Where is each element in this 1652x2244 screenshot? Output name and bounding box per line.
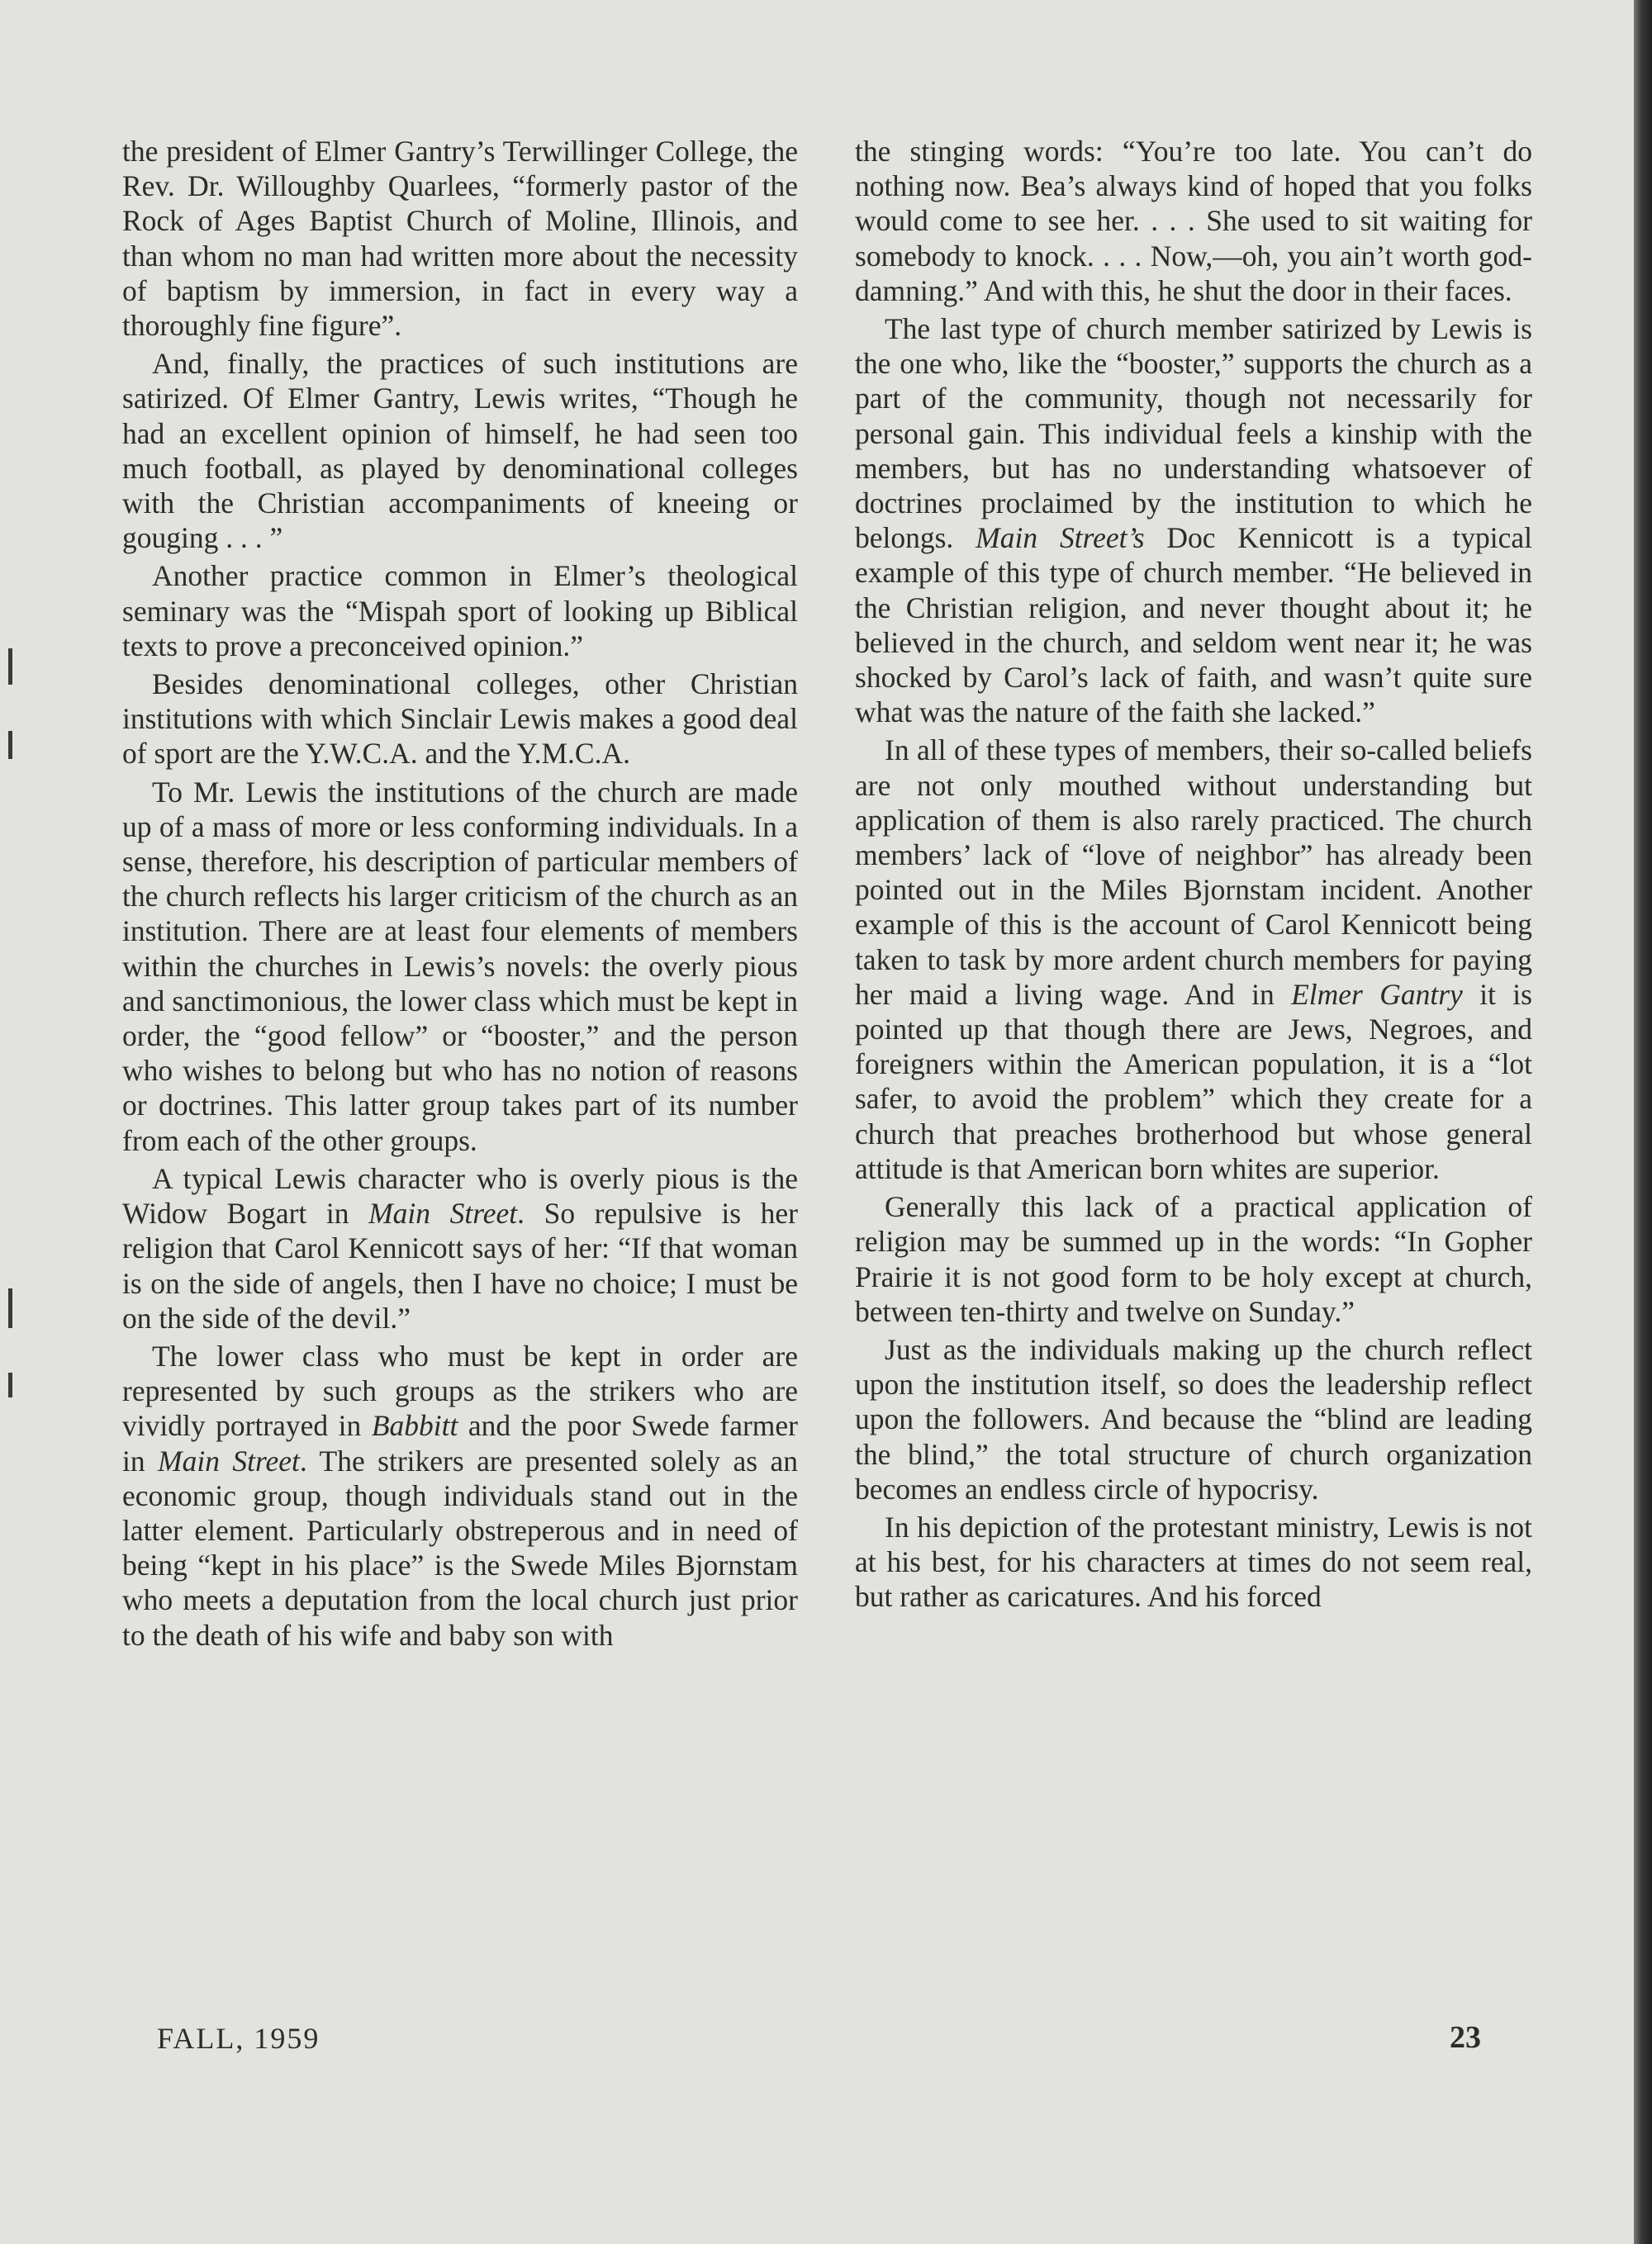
paragraph-text: Generally this lack of a practical application of religion may be summed up in the words: “In Gopher Prairie it is not good form to be holy except at church, between ten-thirty and twelve on Sunday.”: [855, 1190, 1532, 1328]
page-number: 23: [1450, 2020, 1481, 2055]
paragraph-text: and the poor Swede farmer in: [122, 1409, 798, 1478]
right-paragraph: [855, 1510, 1532, 1615]
margin-mark: [8, 731, 12, 759]
margin-mark: [8, 648, 12, 685]
right-paragraph: [855, 733, 1532, 1186]
left-text-column: [122, 134, 798, 1656]
italic-title: Main Street’s: [976, 521, 1145, 555]
left-paragraph: [122, 1161, 798, 1335]
italic-title: Babbitt: [371, 1409, 458, 1443]
issue-date: FALL, 1959: [157, 2022, 320, 2055]
margin-mark: [8, 1373, 12, 1397]
paragraph-text: The lower class who must be kept in order are represented by such groups as the strikers who are vividly portrayed in: [122, 1339, 798, 1443]
left-paragraph: [122, 667, 798, 771]
paragraph-text: . The strikers are presented solely as an economic group, though individuals stand out in the latter element. Particularly obstreperous and in need of being “kept in his place” is the Swede Miles Bjornstam who meets a deputation from the local church just prior to the death of his wife and baby son with: [122, 1444, 798, 1652]
paragraph-text: Another practice common in Elmer’s theological seminary was the “Mispah sport of looking up Biblical texts to prove a preconceived opinion.”: [122, 559, 798, 662]
left-paragraph: [122, 775, 798, 1158]
paragraph-text: . So repulsive is her religion that Carol Kennicott says of her: “If that woman is on the side of angels, then I have no choice; I must be on the side of the devil.”: [122, 1197, 798, 1335]
paragraph-text: In all of these types of members, their so-called beliefs are not only mouthed without understanding but application of them is also rarely practiced. The church members’ lack of “love of neighbor” has already been pointed out in the Miles Bjornstam incident. Another example of this is the account of Carol Kennicott being taken to task by more ardent church members for paying her maid a living wage. And in: [855, 733, 1532, 1011]
right-paragraph: [855, 1189, 1532, 1329]
paragraph-text: A typical Lewis character who is overly pious is the Widow Bogart in: [122, 1161, 798, 1231]
left-paragraph: [122, 558, 798, 663]
right-paragraph: [855, 1332, 1532, 1506]
paragraph-text: And, finally, the practices of such institutions are satirized. Of Elmer Gantry, Lewis writes, “Though he had an excellent opinion of himself, he had seen too much football, as played by denominational colleges with the Christian accompaniments of kneeing or gouging . . . ”: [122, 347, 798, 555]
italic-title: Elmer Gantry: [1291, 977, 1463, 1011]
page-edge-shadow: [1634, 0, 1652, 2244]
left-paragraph: [122, 1339, 798, 1653]
left-paragraph: [122, 134, 798, 343]
italic-title: Main Street: [158, 1444, 300, 1478]
paragraph-text: the stinging words: “You’re too late. You can’t do nothing now. Bea’s always kind of hoped that you folks would come to see her. . . . She used to sit waiting for somebody to knock. . . . Now,—oh, you ain’t worth god-damning.” And with this, he shut the door in their faces.: [855, 135, 1532, 307]
right-text-column: [855, 134, 1532, 1618]
italic-title: Main Street: [368, 1197, 518, 1231]
right-paragraph: [855, 311, 1532, 729]
paragraph-text: the president of Elmer Gantry’s Terwillinger College, the Rev. Dr. Willoughby Quarlees, “formerly pastor of the Rock of Ages Baptist Church of Moline, Illinois, and than whom no man had written more about the necessity of baptism by immersion, in fact in every way a thoroughly fine figure”.: [122, 135, 798, 343]
paragraph-text: it is pointed up that though there are Jews, Negroes, and foreigners within the American population, it is a “lot safer, to avoid the problem” which they create for a church that preaches brotherhood but whose general attitude is that American born whites are superior.: [855, 977, 1532, 1185]
paragraph-text: To Mr. Lewis the institutions of the church are made up of a mass of more or less conforming individuals. In a sense, therefore, his description of particular members of the church reflects his larger criticism of the church as an institution. There are at least four elements of members within the churches in Lewis’s novels: the overly pious and sanctimonious, the lower class which must be kept in order, the “good fellow” or “booster,” and the person who wishes to belong but who has no notion of reasons or doctrines. This latter group takes part of its number from each of the other groups.: [122, 775, 798, 1157]
margin-mark: [8, 1288, 12, 1328]
paragraph-text: In his depiction of the protestant ministry, Lewis is not at his best, for his characters at times do not seem real, but rather as caricatures. And his forced: [855, 1510, 1532, 1614]
paragraph-text: The last type of church member satirized by Lewis is the one who, like the “booster,” supports the church as a part of the community, though not necessarily for personal gain. This individual feels a kinship with the members, but has no understanding whatsoever of doctrines proclaimed by the institution to which he belongs.: [855, 312, 1532, 555]
left-paragraph: [122, 346, 798, 555]
paragraph-text: Doc Kennicott is a typical example of this type of church member. “He believed in the Christian religion, and never thought about it; he believed in the church, and seldom went near it; he was shocked by Carol’s lack of faith, and wasn’t quite sure what was the nature of the faith she lacked.”: [855, 521, 1533, 729]
paragraph-text: Besides denominational colleges, other Christian institutions with which Sinclair Lewis makes a good deal of sport are the Y.W.C.A. and the Y.M.C.A.: [122, 667, 798, 771]
paragraph-text: Just as the individuals making up the church reflect upon the institution itself, so does the leadership reflect upon the followers. And because the “blind are leading the blind,” the total structure of church organization becomes an endless circle of hypocrisy.: [855, 1332, 1532, 1506]
right-paragraph: [855, 134, 1532, 308]
